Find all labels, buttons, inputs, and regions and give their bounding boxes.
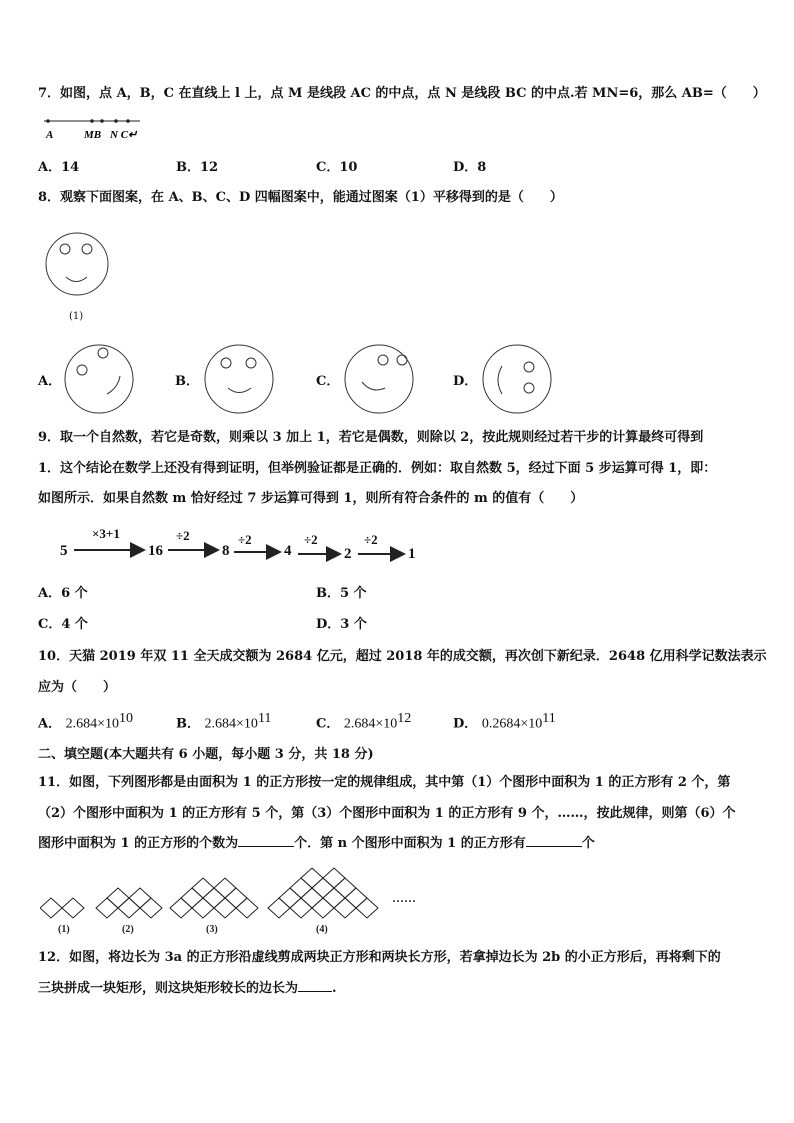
q8-text: 8．观察下面图案，在 A、B、C、D 四幅图案中，能通过图案（1）平移得到的是（ ） — [38, 190, 563, 205]
q12-answer-blank[interactable] — [298, 980, 332, 992]
q8-smiley-a — [62, 342, 136, 416]
q11-caption-1: (1) — [58, 924, 70, 935]
q11-line1: 11．如图，下列图形都是由面积为 1 的正方形按一定的规律组成，其中第（1）个图形中面积为 1 的正方形有 2 个，第 — [38, 775, 731, 790]
q7-label-mb: MB — [84, 129, 102, 141]
q7-text: 7．如图，点 A，B，C 在直线上 l 上，点 M 是线段 AC 的中点，点 N 是线段 BC 的中点.若 MN=6，那么 AB=（ ） — [38, 86, 766, 101]
q9-option-a: A．6 个 — [38, 586, 88, 601]
q8-fig-caption: (1) — [69, 311, 84, 322]
q8-smiley-b — [202, 342, 276, 416]
section2-heading: 二、填空题(本大题共有 6 小题，每小题 3 分，共 18 分) — [38, 747, 374, 762]
chain-op-div2-2: ÷2 — [238, 532, 252, 547]
q7-option-a: A．14 — [38, 160, 80, 175]
q10-option-a: A． $2.684\times 10^{10}$ — [38, 711, 134, 732]
q11-line2: （2）个图形中面积为 1 的正方形有 5 个，第（3）个图形中面积为 1 的正方形有 9 个，……，按此规律，则第（6）个 — [38, 806, 736, 821]
chain-op-div2-4: ÷2 — [364, 532, 378, 547]
q8-option-c: C． — [316, 374, 340, 389]
q9-option-d: D．3 个 — [316, 617, 367, 632]
q11-caption-4: (4) — [316, 924, 328, 935]
chain-number-1: 1 — [408, 546, 416, 562]
q11-caption-3: (3) — [206, 924, 218, 935]
chain-number-16: 16 — [148, 543, 163, 559]
q11-answer-blank-1[interactable] — [238, 835, 294, 847]
q12-line1: 12．如图，将边长为 3a 的正方形沿虚线剪成两块正方形和两块长方形，若拿掉边长为 2b 的小正方形后，再将剩下的 — [38, 950, 721, 965]
q8-smiley-d — [480, 342, 554, 416]
q9-operation-chain — [58, 522, 438, 564]
q10-line1: 10．天猫 2019 年双 11 全天成交额为 2684 亿元，超过 2018 年的成交额，再次创下新纪录．2648 亿用科学记数法表示 — [38, 649, 767, 664]
q8-option-d: D． — [453, 374, 478, 389]
q9-line3: 如图所示．如果自然数 m 恰好经过 7 步运算可得到 1，则所有符合条件的 m 的值有（ ） — [38, 491, 584, 506]
q9-line1: 9．取一个自然数，若它是奇数，则乘以 3 加上 1，若它是偶数，则除以 2，按此规则经过若干步的计算最终可得到 — [38, 430, 704, 445]
q12-line2: 三块拼成一块矩形，则这块矩形较长的边长为 . — [38, 981, 337, 996]
q8-option-a: A． — [38, 374, 62, 389]
q7-option-d: D．8 — [453, 160, 487, 175]
chain-number-2: 2 — [344, 546, 352, 562]
q7-label-nc: N C↵ — [110, 129, 138, 141]
q11-answer-blank-2[interactable] — [526, 835, 582, 847]
q9-option-b: B．5 个 — [316, 586, 367, 601]
q7-option-c: C．10 — [316, 160, 358, 175]
q7-option-b: B．12 — [176, 160, 219, 175]
chain-op-div2-1: ÷2 — [176, 528, 190, 543]
chain-number-8: 8 — [222, 543, 230, 559]
q10-option-b: B． $2.684\times 10^{11}$ — [176, 711, 272, 732]
q10-option-c: C． $2.684\times 10^{12}$ — [316, 711, 412, 732]
q9-line2: 1．这个结论在数学上还没有得到证明，但举例验证都是正确的．例如：取自然数 5，经过下面 5 步运算可得 1，即： — [38, 461, 717, 476]
q9-option-c: C．4 个 — [38, 617, 88, 632]
q10-line2: 应为（ ） — [38, 680, 117, 695]
q11-ellipsis: …… — [392, 891, 416, 905]
chain-number-5: 5 — [60, 543, 68, 559]
q11-line3: 图形中面积为 1 的正方形的个数为 个．第 n 个图形中面积为 1 的正方形有 个 — [38, 836, 595, 851]
chain-op-times3plus1: ×3+1 — [92, 526, 120, 541]
q8-smiley-original — [44, 230, 110, 296]
q11-square-patterns — [40, 858, 440, 938]
q11-caption-2: (2) — [122, 924, 134, 935]
q8-option-b: B． — [175, 374, 199, 389]
chain-op-div2-3: ÷2 — [304, 532, 318, 547]
q10-option-d: D． $0.2684\times 10^{11}$ — [453, 711, 556, 732]
q8-smiley-c — [342, 342, 416, 416]
q7-label-a: A — [46, 129, 54, 141]
chain-number-4: 4 — [284, 543, 292, 559]
q7-line-figure — [40, 114, 150, 142]
